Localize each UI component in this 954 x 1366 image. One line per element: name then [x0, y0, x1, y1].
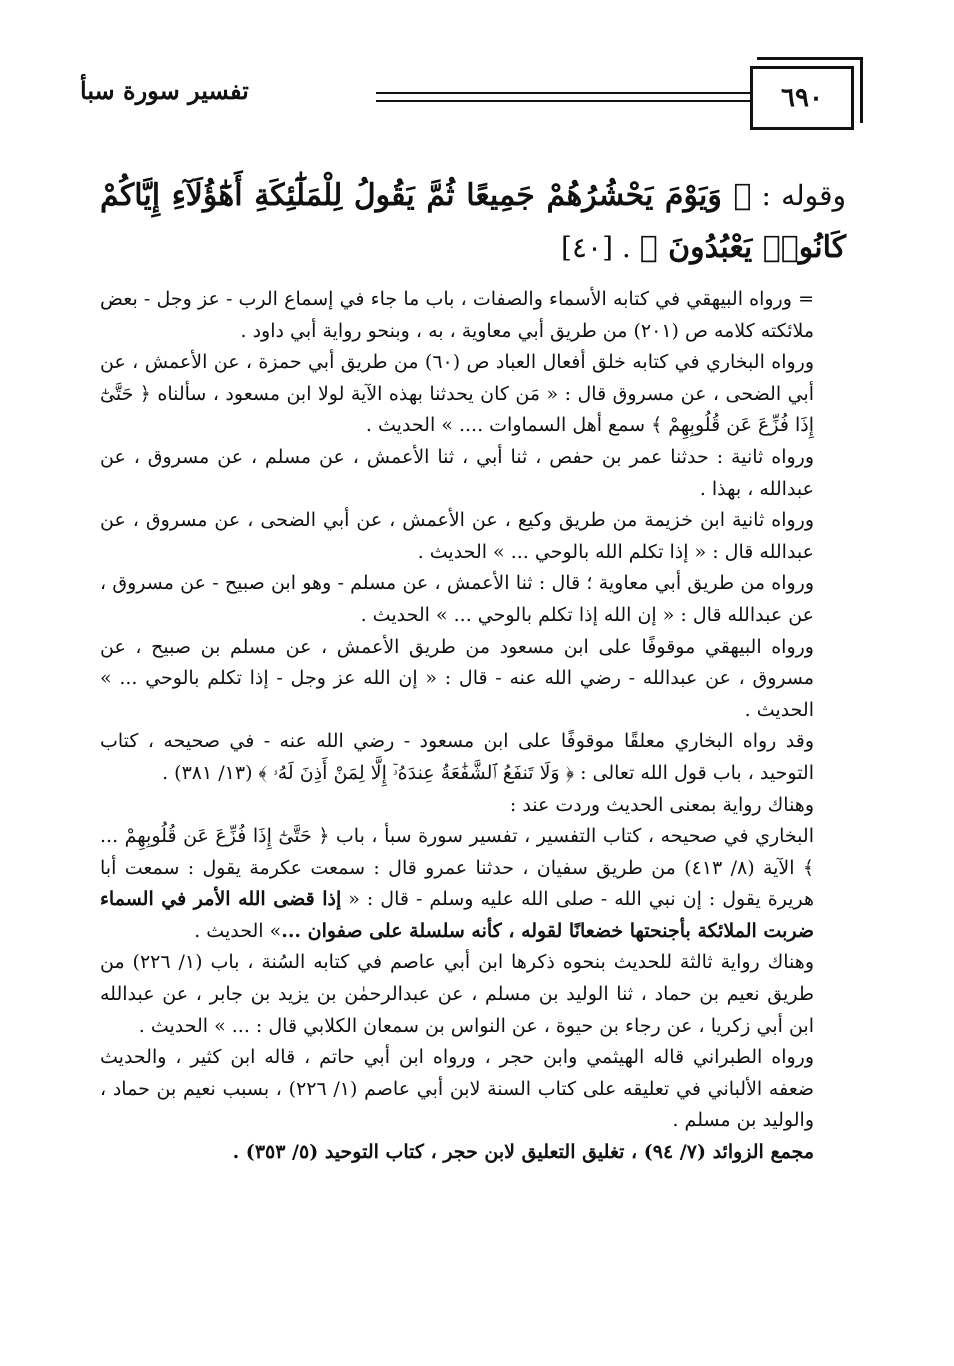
quote-close: » الحديث .	[194, 919, 282, 942]
header-rule	[376, 92, 750, 102]
paragraph: = ورواه البيهقي في كتابه الأسماء والصفات ، باب ما جاء في إسماع الرب - عز وجل - بعض ملائكته كلامه ص (٢٠١) من طريق أبي معاوية ، به ، وبنحو رواية أبي داود .	[100, 288, 814, 342]
sources-line: مجمع الزوائد (٧/ ٩٤) ، تغليق التعليق لابن حجر ، كتاب التوحيد (٥/ ٣٥٣) .	[232, 1141, 814, 1164]
paragraph: البخاري في صحيحه ، كتاب التفسير ، تفسير سورة سبأ ، باب ﴿ حَتَّىٰٓ إِذَا فُزِّعَ عَن قُلُوبِهِمْ ... ﴾ الآية (٨/ ٤١٣) من طريق سفيان ، حدثنا عمرو قال : سمعت عكرمة يقول : سمعت أبا هريرة يقول : إن نبي الله - صلى الله عليه وسلم - قال : «	[100, 825, 815, 911]
running-title: تفسير سورة سبأ	[80, 76, 249, 105]
paragraph: وهناك رواية بمعنى الحديث وردت عند :	[509, 793, 814, 816]
paragraph: وقد رواه البخاري معلقًا موقوفًا على ابن مسعود - رضي الله عنه - في صحيحه ، كتاب التوحيد ، باب قول الله تعالى : ﴿ وَلَا تَنفَعُ ٱلشَّفَٰعَةُ عِندَهُۥٓ إِلَّا لِمَنْ أَذِنَ لَهُۥ ﴾ (١٣/ ٣٨١) .	[100, 730, 814, 784]
paragraph: وهناك رواية ثالثة للحديث بنحوه ذكرها ابن أبي عاصم في كتابه السُنة ، باب (١/ ٢٢٦) من طريق نعيم بن حماد ، ثنا الوليد بن مسلم ، عن عبدالرحمٰن بن يزيد بن جابر ، عن عبدالله ابن أبي زكريا ، عن رجاء بن حيوة ، عن النواس بن سمعان الكلابي قال : ... » الحديث .	[100, 951, 814, 1037]
paragraph-with-quote	[100, 821, 814, 947]
paragraph: ورواه البخاري في كتابه خلق أفعال العباد ص (٦٠) من طريق أبي حمزة ، عن الأعمش ، عن أبي الضحى ، عن مسروق قال : « مَن كان يحدثنا بهذه الآية لولا ابن مسعود ، سألناه ﴿ حَتَّىٰٓ إِذَا فُزِّعَ عَن قُلُوبِهِمْ ﴾ سمع أهل السماوات .... » الحديث .	[100, 351, 814, 437]
page-header	[70, 58, 854, 128]
footnote-body	[100, 284, 814, 1169]
verse-intro: وقوله :	[751, 179, 846, 212]
verse-reference: . [٤٠]	[561, 231, 640, 264]
quran-verse: ﴿ وَيَوْمَ يَحْشُرُهُمْ جَمِيعًا ثُمَّ يَقُولُ لِلْمَلَٰٓئِكَةِ أَهَٰٓؤُلَآءِ إِيَّاكُمْ كَانُوا۟ يَعْبُدُونَ ﴾	[100, 178, 846, 265]
paragraph: ورواه من طريق أبي معاوية ؛ قال : ثنا الأعمش ، عن مسلم - وهو ابن صبيح - عن مسروق ، عن عبدالله قال : « إن الله إذا تكلم بالوحي ... » الحديث .	[100, 572, 814, 626]
paragraph: ورواه البيهقي موقوفًا على ابن مسعود من طريق الأعمش ، عن مسلم بن صبيح ، عن مسروق ، عن عبدالله - رضي الله عنه - قال : « إن الله عز وجل - إذا تكلم بالوحي ... » الحديث .	[100, 635, 814, 721]
page-number: ٦٩٠	[750, 66, 854, 130]
paragraph: ورواه ثانية ابن خزيمة من طريق وكيع ، عن الأعمش ، عن أبي الضحى ، عن مسروق ، عن عبدالله قال : « إذا تكلم الله بالوحي ... » الحديث .	[100, 509, 814, 563]
paragraph: ورواه ثانية : حدثنا عمر بن حفص ، ثنا أبي ، ثنا الأعمش ، عن مسلم ، عن مسروق ، عن عبدالله ، بهذا .	[100, 445, 814, 500]
verse-heading	[100, 170, 846, 274]
paragraph: ورواه الطبراني قاله الهيثمي وابن حجر ، ورواه ابن أبي حاتم ، قاله ابن كثير ، والحديث ضعفه الألباني في تعليقه على كتاب السنة لابن أبي عاصم (١/ ٢٢٦) ، بسبب نعيم بن حماد ، والوليد بن مسلم .	[100, 1046, 814, 1132]
bold-hadith-quote: إذا قضى الله الأمر في السماء ضربت الملائكة بأجنحتها خضعانًا لقوله ، كأنه سلسلة على صفوان ...	[100, 888, 814, 942]
